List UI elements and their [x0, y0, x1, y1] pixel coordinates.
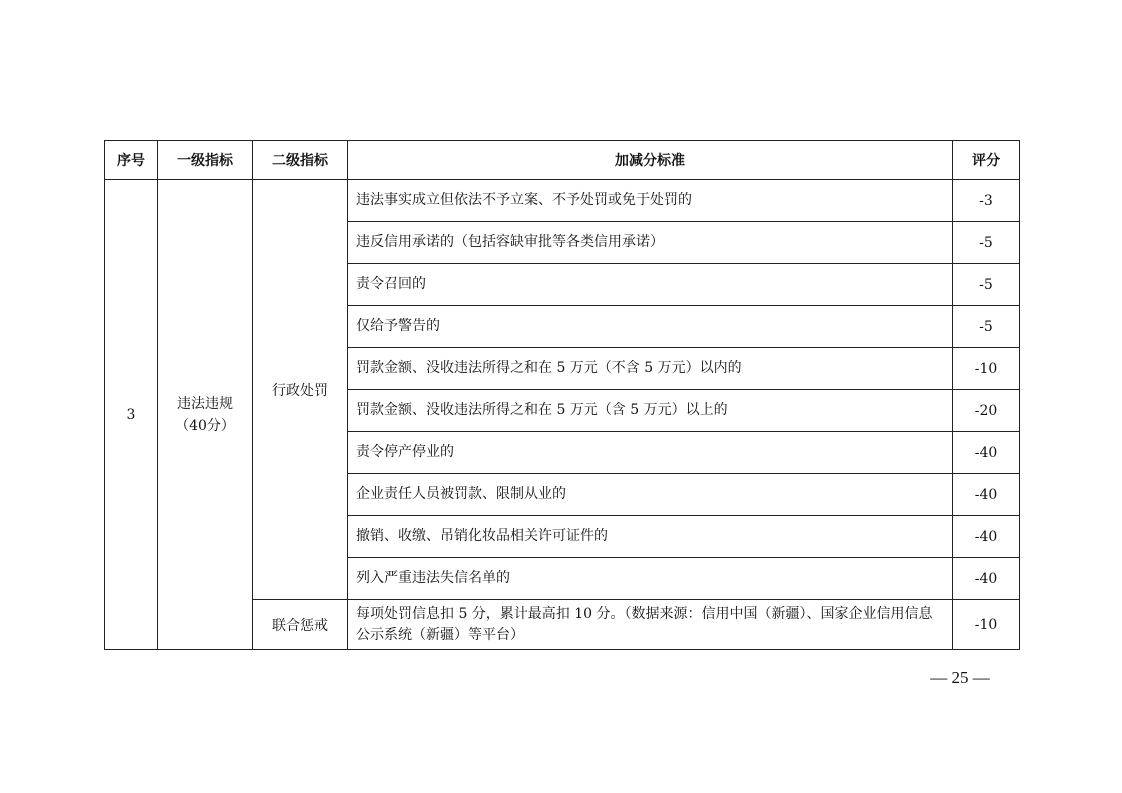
score-cell: -40: [953, 474, 1020, 516]
score-cell: -40: [953, 558, 1020, 600]
level1-cell: [158, 180, 253, 650]
level2-cell-admin-penalty: 行政处罚: [253, 180, 348, 600]
header-score: 评分: [953, 141, 1020, 180]
score-cell: -5: [953, 264, 1020, 306]
score-cell: -20: [953, 390, 1020, 432]
score-cell: -40: [953, 432, 1020, 474]
header-level2: 二级指标: [253, 141, 348, 180]
score-cell: -10: [953, 600, 1020, 650]
scoring-table: [104, 140, 1020, 650]
level1-name: 违法违规: [177, 395, 233, 412]
criteria-cell: 撤销、收缴、吊销化妆品相关许可证件的: [348, 516, 953, 558]
score-cell: -5: [953, 222, 1020, 264]
criteria-cell: 企业责任人员被罚款、限制从业的: [348, 474, 953, 516]
header-criteria: 加减分标准: [348, 141, 953, 180]
table-row: [105, 180, 1020, 222]
criteria-cell: 违法事实成立但依法不予立案、不予处罚或免于处罚的: [348, 180, 953, 222]
score-cell: -40: [953, 516, 1020, 558]
score-cell: -10: [953, 348, 1020, 390]
score-cell: -3: [953, 180, 1020, 222]
score-cell: -5: [953, 306, 1020, 348]
level1-points: （40分）: [175, 417, 235, 434]
criteria-cell: 罚款金额、没收违法所得之和在 5 万元（不含 5 万元）以内的: [348, 348, 953, 390]
criteria-cell: 罚款金额、没收违法所得之和在 5 万元（含 5 万元）以上的: [348, 390, 953, 432]
seq-cell: 3: [105, 180, 158, 650]
criteria-cell: 责令召回的: [348, 264, 953, 306]
criteria-cell: 违反信用承诺的（包括容缺审批等各类信用承诺）: [348, 222, 953, 264]
level2-cell-joint-punishment: 联合惩戒: [253, 600, 348, 650]
criteria-cell: 列入严重违法失信名单的: [348, 558, 953, 600]
criteria-cell: 仅给予警告的: [348, 306, 953, 348]
header-level1: 一级指标: [158, 141, 253, 180]
criteria-cell: 责令停产停业的: [348, 432, 953, 474]
header-row: [105, 141, 1020, 180]
page-number: — 25 —: [930, 668, 990, 687]
criteria-cell: 每项处罚信息扣 5 分，累计最高扣 10 分。（数据来源：信用中国（新疆）、国家企业信用信息公示系统（新疆）等平台）: [348, 600, 953, 650]
header-seq: 序号: [105, 141, 158, 180]
